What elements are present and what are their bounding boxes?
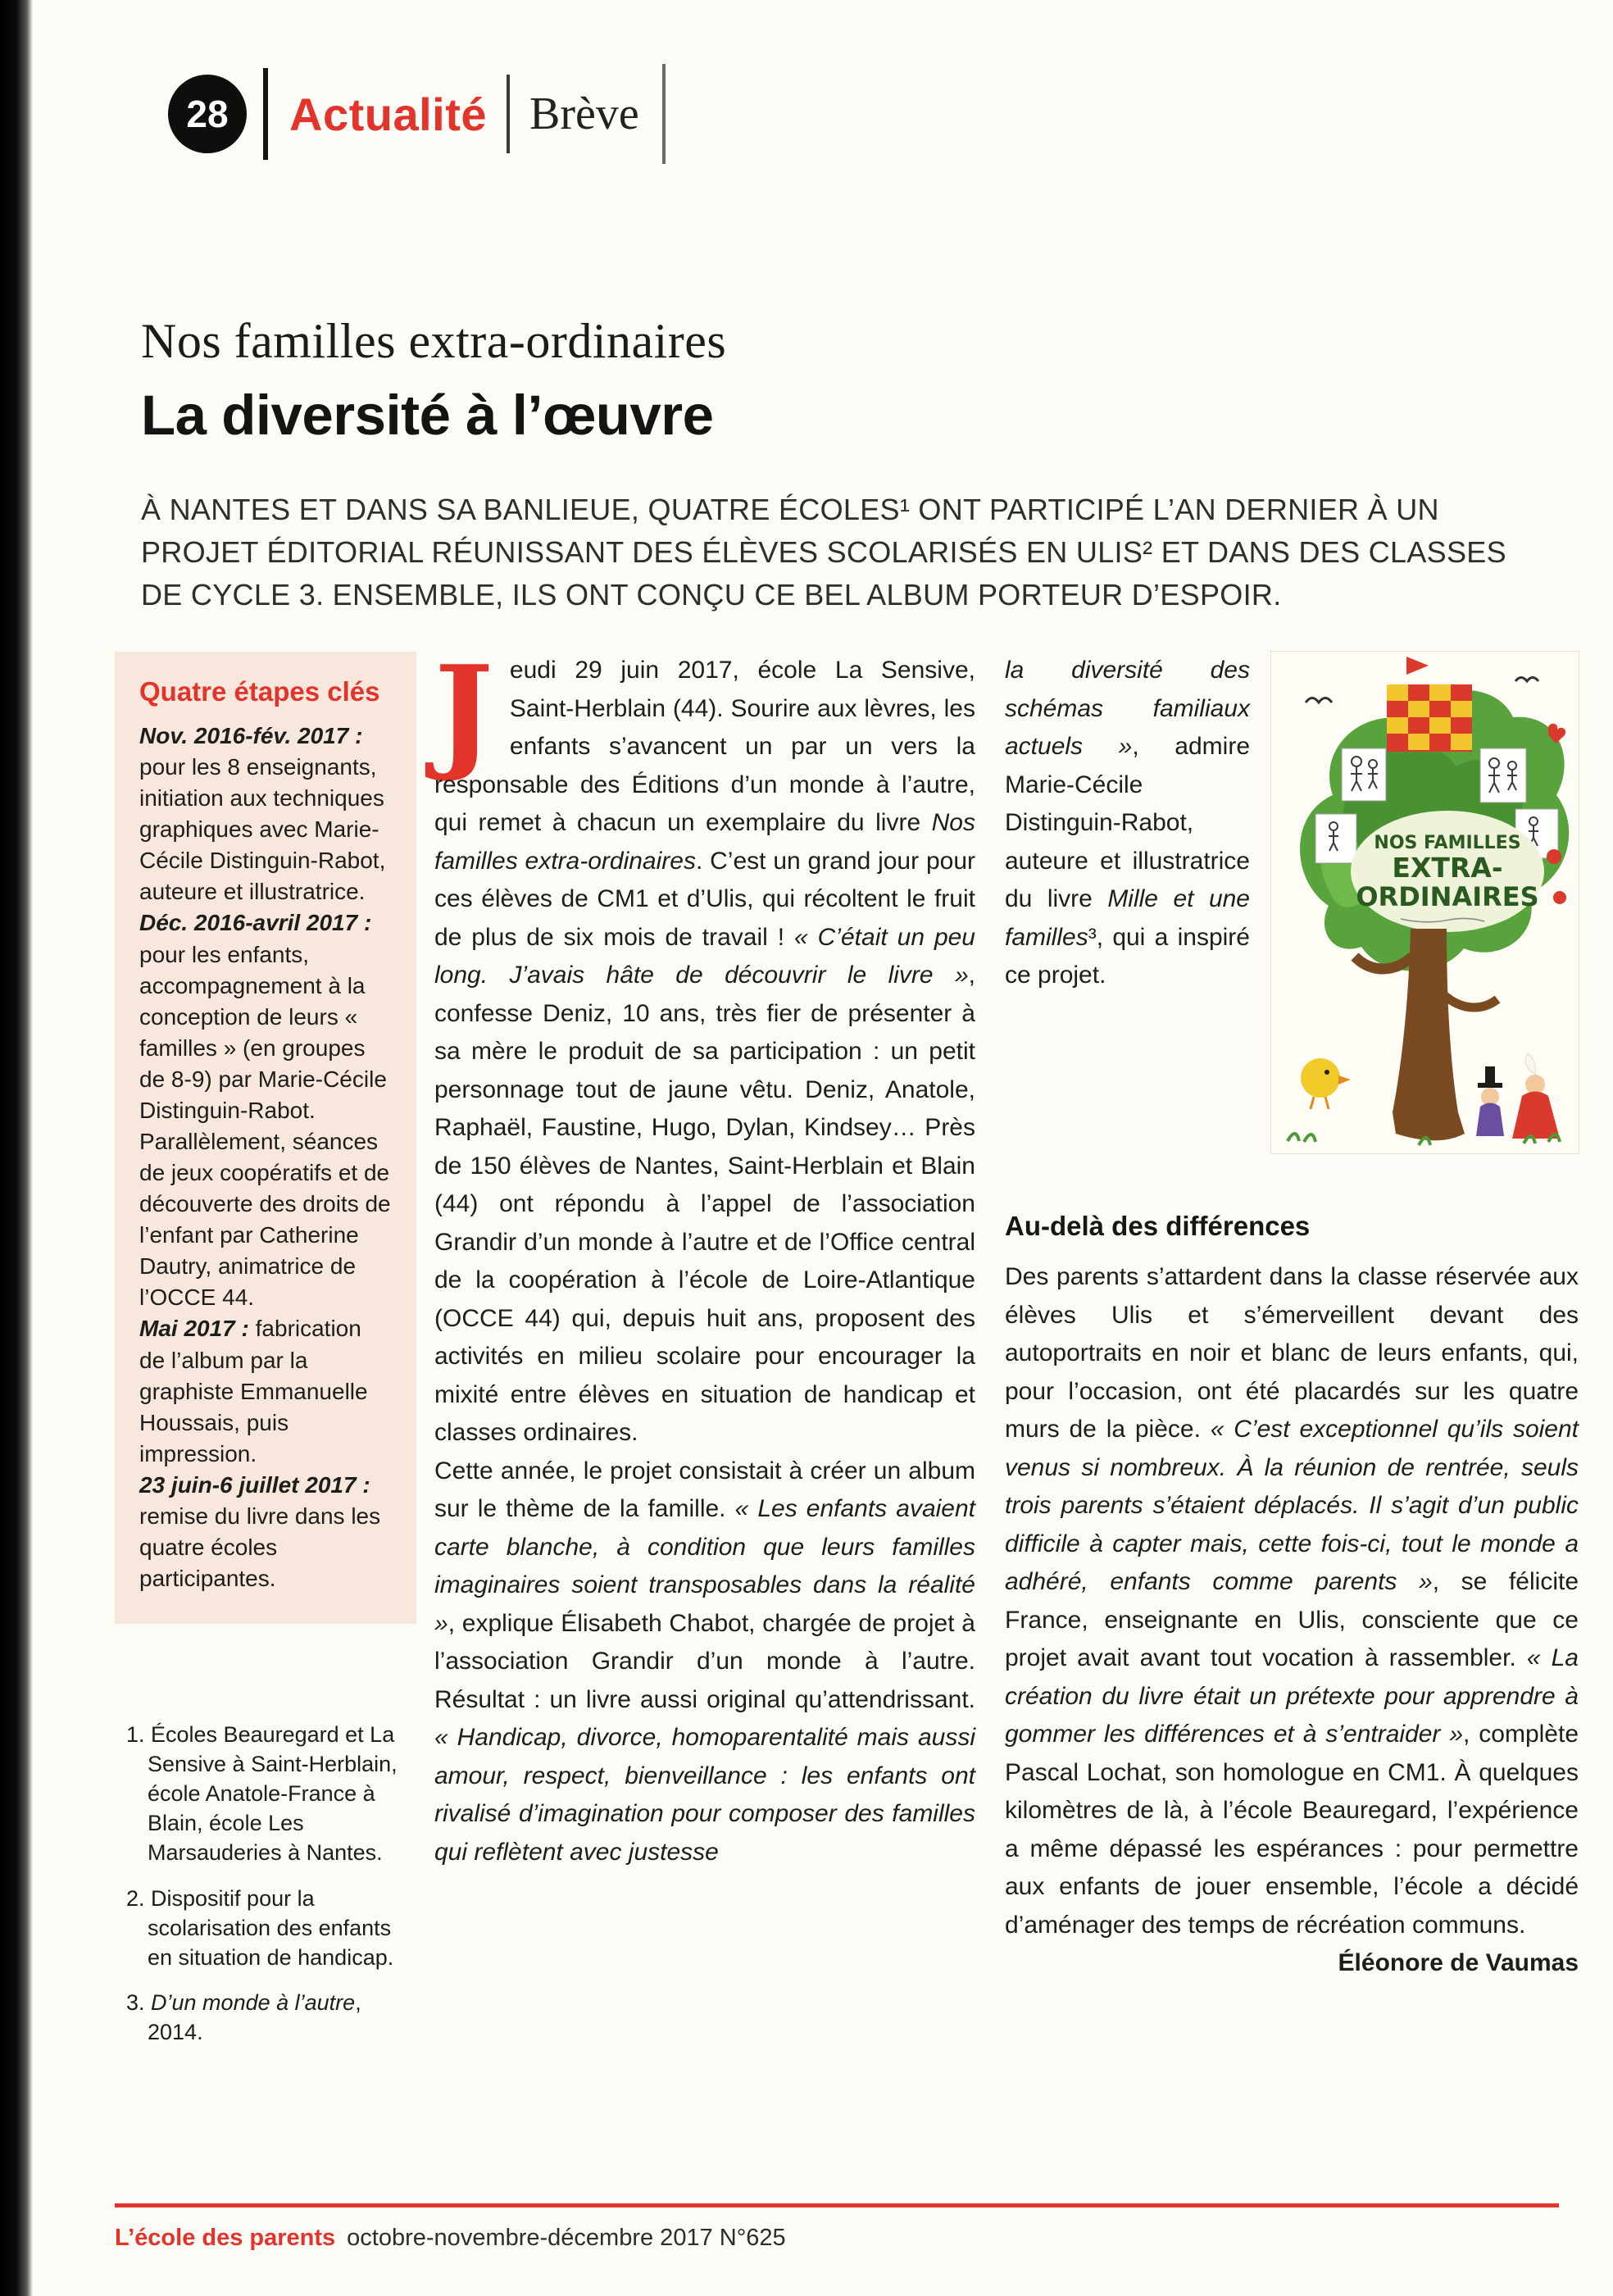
footnote-2: 2. Dispositif pour la scolarisation des enfants en situation de handicap. bbox=[126, 1885, 394, 1970]
header-divider bbox=[662, 64, 666, 164]
paragraph-3: la diversité des schémas familiaux actuels », admire Marie-Cécile Distinguin-Rabot, auteure et illustratrice du livre Mille et une familles³, qui a inspiré ce projet. bbox=[1005, 657, 1251, 989]
section-heading: Au-delà des différences bbox=[1005, 1211, 1311, 1241]
key-steps-title: Quatre étapes clés bbox=[139, 676, 380, 707]
page-footer bbox=[115, 2225, 786, 2252]
article-column-1 bbox=[434, 638, 975, 2064]
page-header bbox=[168, 64, 666, 164]
step-text: fabrication de l’album par la graphiste Emmanuelle Houssais, puis impression. bbox=[139, 1316, 368, 1466]
section-label: Actualité bbox=[289, 88, 487, 140]
apple-icon bbox=[1553, 891, 1566, 904]
step-date: Déc. 2016-avril 2017 : bbox=[139, 910, 372, 936]
issue-info: octobre-novembre-décembre 2017 N°625 bbox=[347, 2225, 786, 2251]
title-block bbox=[141, 313, 1554, 616]
left-column bbox=[115, 652, 416, 2064]
paragraph-2: Cette année, le projet consistait à créer un album sur le thème de la famille. « Les enfants avaient carte blanche, à condition que leurs familles imaginaires soient transposables dans la réalité », explique Élisabeth Chabot, chargée de projet à l’association Grandir d’un monde à l’autre. Résultat : un livre aussi original qu’attendrissant. « Handicap, divorce, homoparentalité mais aussi amour, respect, bienveillance : les enfants ont rivalisé d’imagination pour composer des familles qui reflètent avec justesse bbox=[434, 1457, 975, 1866]
key-steps-box bbox=[115, 652, 416, 1624]
drop-cap: J bbox=[434, 638, 493, 784]
magazine-name: L’école des parents bbox=[115, 2225, 336, 2251]
article-headline: La diversité à l’œuvre bbox=[141, 384, 714, 447]
paragraph-1-text: eudi 29 juin 2017, école La Sensive, Saint-Herblain (44). Sourire aux lèvres, les enfants s’avancent un par un vers la responsable des Éditions d’un monde à l’autre, qui remet à chacun un exemplaire du livre Nos familles extra-ordinaires. C’est un grand jour pour ces élèves de CM1 et d’Ulis, qui récoltent le fruit de plus de six mois de travail ! « C’était un peu long. J’avais hâte de découvrir le livre », confesse Deniz, 10 ans, très fier de présenter à sa mère le produit de sa participation : un petit personnage tout de jaune vêtu. Deniz, Anatole, Raphaël, Faustine, Hugo, Dylan, Kindsey… Près de 150 élèves de Nantes, Saint-Herblain et Blain (44) ont répondu à l’appel de l’association Grandir d’un monde à l’autre et de l’Office central de la coopération à l’école de Loire-Atlantique (OCCE 44) qui, depuis huit ans, proposent des activités en milieu scolaire pour encourager la mixité entre élèves en situation de handicap et classes ordinaires. bbox=[434, 657, 975, 1446]
article-standfirst: À NANTES ET DANS SA BANLIEUE, QUATRE ÉCOLES¹ ONT PARTICIPÉ L’AN DERNIER À UN PROJET ÉDITORIAL RÉUNISSANT DES ÉLÈVES SCOLARISÉS EN ULIS² ET DANS DES CLASSES DE CYCLE 3. ENSEMBLE, ILS ONT CONÇU CE BEL ALBUM PORTEUR D’ESPOIR. bbox=[141, 493, 1506, 612]
book-title-line1: NOS FAMILLES bbox=[1374, 833, 1521, 853]
step-date: Mai 2017 : bbox=[139, 1316, 249, 1342]
paragraph-1 bbox=[434, 638, 975, 1453]
step-text: remise du livre dans les quatre écoles participantes. bbox=[139, 1503, 381, 1592]
header-divider bbox=[507, 75, 510, 153]
paragraph-4-text: Des parents s’attardent dans la classe réservée aux élèves Ulis et s’émerveillent devant des autoportraits en noir et blanc de leurs enfants, qui, pour l’occasion, ont été placardés sur les quatre murs de la pièce. « C’est exceptionnel qu’ils soient venus si nombreux. À la réunion de rentrée, seuls trois parents s’étaient déplacés. Il s’agit d’un public difficile à capter mais, cette fois-ci, tout le monde a adhéré, enfants comme parents », se félicite France, enseignante en Ulis, consciente que ce projet avait avant tout vocation à rassembler. « La création du livre était un prétexte pour apprendre à gommer les différences et à s’entraider », complète Pascal Lochat, son homologue en CM1. À quelques kilomètres de là, à l’école Beauregard, l’expérience a même dépassé les espérances : pour permettre aux enfants de jouer ensemble, l’école a décidé d’aménager des temps de récréation communs. bbox=[1005, 1263, 1579, 1939]
page-edge bbox=[0, 0, 33, 2296]
book-title bbox=[1351, 811, 1544, 932]
subsection-label: Brève bbox=[529, 89, 639, 139]
key-step bbox=[139, 1313, 392, 1469]
article-column-2 bbox=[1005, 652, 1579, 2064]
author-byline: Éléonore de Vaumas bbox=[1338, 1949, 1579, 1976]
book-title-line3: ORDINAIRES bbox=[1356, 881, 1539, 912]
book-cover-image bbox=[1271, 652, 1579, 1153]
step-text: pour les 8 enseignants, initiation aux techniques graphiques avec Marie-Cécile Distinguin-Rabot, auteure et illustratrice. bbox=[139, 754, 386, 905]
step-text: pour les enfants, accompagnement à la conception de leurs « familles » (en groupes de 8-9) par Marie-Cécile Distinguin-Rabot. Parallèlement, séances de jeux coopératifs et de découverte des droits de l’enfant par Catherine Dautry, animatrice de l’OCCE 44. bbox=[139, 941, 391, 1311]
header-divider bbox=[263, 68, 268, 160]
key-step bbox=[139, 1470, 392, 1594]
key-step bbox=[139, 907, 392, 1313]
article-kicker: Nos familles extra-ordinaires bbox=[141, 314, 727, 368]
paragraph-4 bbox=[1005, 1258, 1579, 1976]
step-date: 23 juin-6 juillet 2017 : bbox=[139, 1471, 370, 1498]
article-body bbox=[115, 638, 1579, 2064]
book-title-line2: EXTRA- bbox=[1392, 852, 1503, 884]
footnote-3: 3. D’un monde à l’autre, 2014. bbox=[126, 1990, 361, 2045]
apple-icon bbox=[1547, 849, 1561, 864]
footnote-1: 1. Écoles Beauregard et La Sensive à Saint-Herblain, école Anatole-France à Blain, école Les Marsauderies à Nantes. bbox=[126, 1722, 398, 1865]
page-number-badge bbox=[168, 75, 247, 153]
footer-rule bbox=[115, 2203, 1559, 2207]
footnotes bbox=[115, 1721, 416, 2048]
book-cover-illustration bbox=[1271, 652, 1579, 1153]
page-number: 28 bbox=[186, 93, 229, 135]
key-step bbox=[139, 721, 392, 907]
step-date: Nov. 2016-fév. 2017 : bbox=[139, 723, 363, 748]
